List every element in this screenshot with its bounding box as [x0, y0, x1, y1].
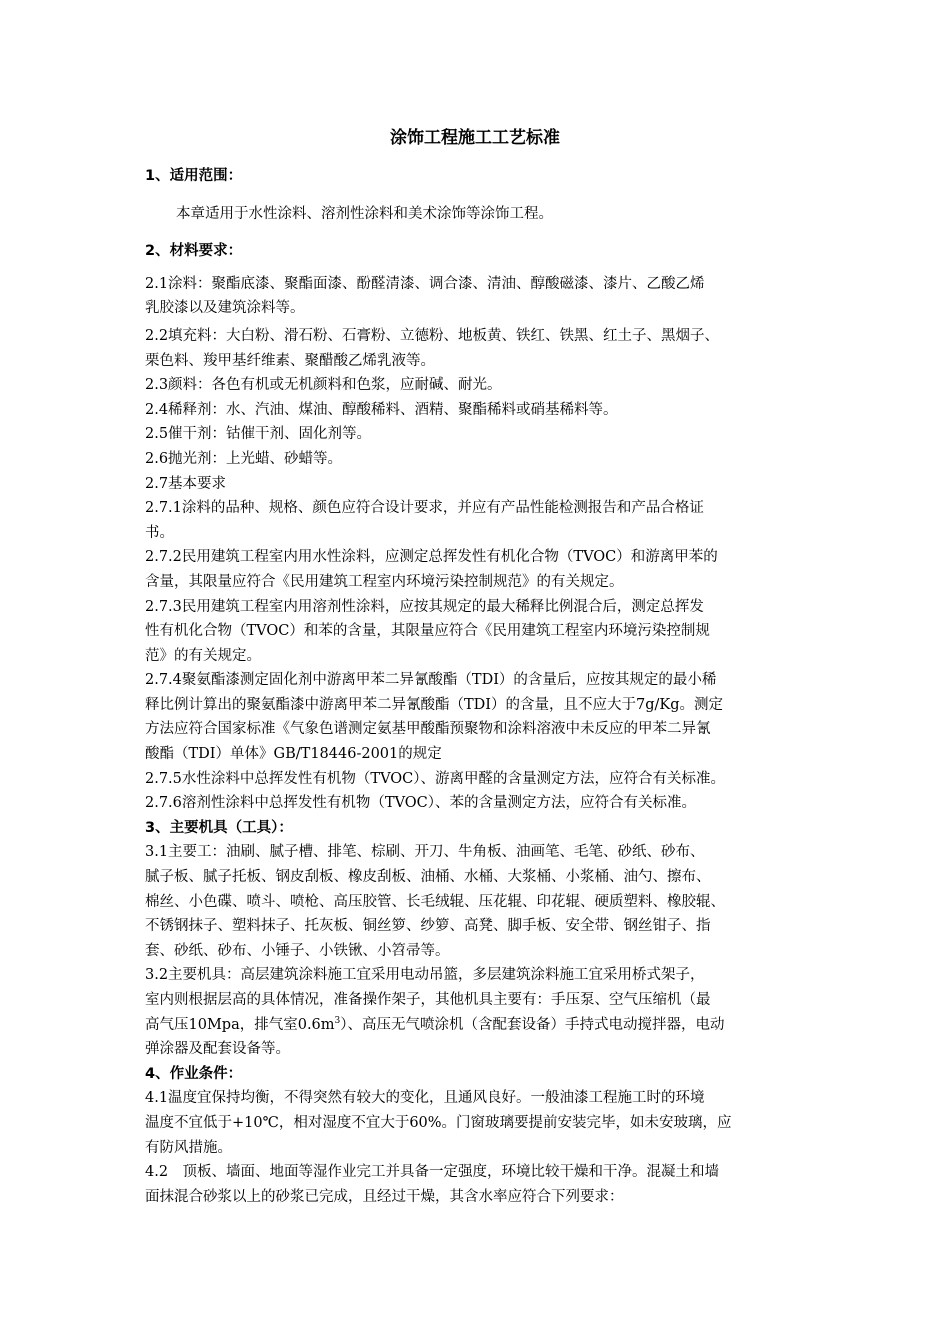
page-title: 涂饰工程施工工艺标准: [390, 128, 560, 148]
paragraph-line: 2.7.4聚氨酯漆测定固化剂中游离甲苯二异氰酸酯（TDI）的含量后，应按其规定的最小稀: [145, 672, 717, 689]
paragraph-line: 乳胶漆以及建筑涂料等。: [145, 300, 305, 317]
section-heading-conditions: 4、作业条件：: [145, 1065, 243, 1082]
paragraph-line: 酸酯（TDI）单体》GB/T18446-2001的规定: [145, 746, 442, 763]
paragraph-line: 2.4稀释剂：水、汽油、煤油、醇酸稀料、酒精、聚酯稀料或硝基稀料等。: [145, 401, 618, 418]
paragraph-line: 棉丝、小色碟、喷斗、喷枪、高压胶管、长毛绒辊、压花辊、印花辊、硬质塑料、橡胶辊、: [145, 893, 725, 910]
paragraph-line: 范》的有关规定。: [145, 647, 261, 664]
paragraph-line: 含量，其限量应符合《民用建筑工程室内环境污染控制规范》的有关规定。: [145, 573, 624, 590]
paragraph-line: 书。: [145, 524, 174, 541]
paragraph-line: 3.1主要工：油刷、腻子槽、排笔、棕刷、开刀、牛角板、油画笔、毛笔、砂纸、砂布、: [145, 844, 705, 861]
paragraph-line: 2.3颜料：各色有机或无机颜料和色浆，应耐碱、耐光。: [145, 377, 502, 394]
paragraph-line: 不锈钢抹子、塑料抹子、托灰板、铜丝箩、纱箩、高凳、脚手板、安全带、钢丝钳子、指: [145, 918, 711, 935]
document-body: [145, 164, 810, 1209]
scope-text: 本章适用于水性涂料、溶剂性涂料和美术涂饰等涂饰工程。: [176, 205, 553, 222]
paragraph-line: 栗色料、羧甲基纤维素、聚醋酸乙烯乳液等。: [145, 352, 435, 369]
paragraph-line: 弹涂器及配套设备等。: [145, 1041, 290, 1058]
paragraph-line: 性有机化合物（TVOC）和苯的含量，其限量应符合《民用建筑工程室内环境污染控制规: [145, 623, 710, 640]
paragraph-line: 2.7.6溶剂性涂料中总挥发性有机物（TVOC）、苯的含量测定方法，应符合有关标准。: [145, 795, 697, 812]
paragraph-line: 2.5催干剂：钴催干剂、固化剂等。: [145, 426, 372, 443]
paragraph-line: 2.7.5水性涂料中总挥发性有机物（TVOC）、游离甲醛的含量测定方法，应符合有关标准。: [145, 770, 726, 787]
text-fragment: ）、高压无气喷涂机（含配套设备）手持式电动搅拌器，电动: [340, 1016, 725, 1033]
paragraph-line: 2.1涂料：聚酯底漆、聚酯面漆、酚醛清漆、调合漆、清油、醇酸磁漆、漆片、乙酸乙烯: [145, 275, 705, 292]
paragraph-line: 2.7基本要求: [145, 475, 227, 492]
section-heading-tools: 3、主要机具（工具）：: [145, 819, 293, 836]
section-heading-scope: 1、适用范围：: [145, 168, 243, 184]
paragraph-line: 3.2主要机具：高层建筑涂料施工宜采用电动吊篮，多层建筑涂料施工宜采用桥式架子，: [145, 967, 705, 984]
section-heading-materials: 2、材料要求：: [145, 243, 243, 260]
paragraph-line: 2.7.2民用建筑工程室内用水性涂料，应测定总挥发性有机化合物（TVOC）和游离甲苯的: [145, 549, 718, 566]
paragraph-line: 方法应符合国家标准《气象色谱测定氨基甲酸酯预聚物和涂料溶液中未反应的甲苯二异氰: [145, 721, 711, 738]
paragraph-line: 有防风措施。: [145, 1139, 232, 1156]
paragraph-line: 面抹混合砂浆以上的砂浆已完成，且经过干燥，其含水率应符合下列要求：: [145, 1188, 624, 1205]
paragraph-line: 2.7.1涂料的品种、规格、颜色应符合设计要求，并应有产品性能检测报告和产品合格证: [145, 500, 704, 517]
paragraph-line: 2.2填充料：大白粉、滑石粉、石膏粉、立德粉、地板黄、铁红、铁黑、红土子、黑烟子、: [145, 327, 720, 344]
paragraph-line: 温度不宜低于+10℃，相对湿度不宜大于60%。门窗玻璃要提前安装完毕，如未安玻璃，应: [145, 1114, 732, 1131]
superscript: 3: [334, 1015, 341, 1026]
paragraph-line: 4.2 顶板、墙面、地面等湿作业完工并具备一定强度，环境比较干燥和干净。混凝土和墙: [145, 1164, 720, 1181]
paragraph-line: 室内则根据层高的具体情况，准备操作架子，其他机具主要有：手压泵、空气压缩机（最: [145, 992, 711, 1008]
paragraph-line: [145, 1013, 810, 1038]
paragraph-line: 4.1温度宜保持均衡，不得突然有较大的变化，且通风良好。一般油漆工程施工时的环境: [145, 1090, 705, 1107]
paragraph-line: 腻子板、腻子托板、钢皮刮板、橡皮刮板、油桶、水桶、大浆桶、小浆桶、油勺、擦布、: [145, 869, 711, 886]
text-fragment: 高气压10Mpa，排气室0.6m: [145, 1016, 335, 1033]
paragraph-line: 2.7.3民用建筑工程室内用溶剂性涂料，应按其规定的最大稀释比例混合后，测定总挥发: [145, 598, 704, 615]
paragraph-line: 2.6抛光剂：上光蜡、砂蜡等。: [145, 450, 343, 467]
paragraph-line: 释比例计算出的聚氨酯漆中游离甲苯二异氰酸酯（TDI）的含量，且不应大于7g/Kg。测定: [145, 696, 724, 713]
paragraph-line: 套、砂纸、砂布、小锤子、小铁锹、小笤帚等。: [145, 942, 450, 959]
